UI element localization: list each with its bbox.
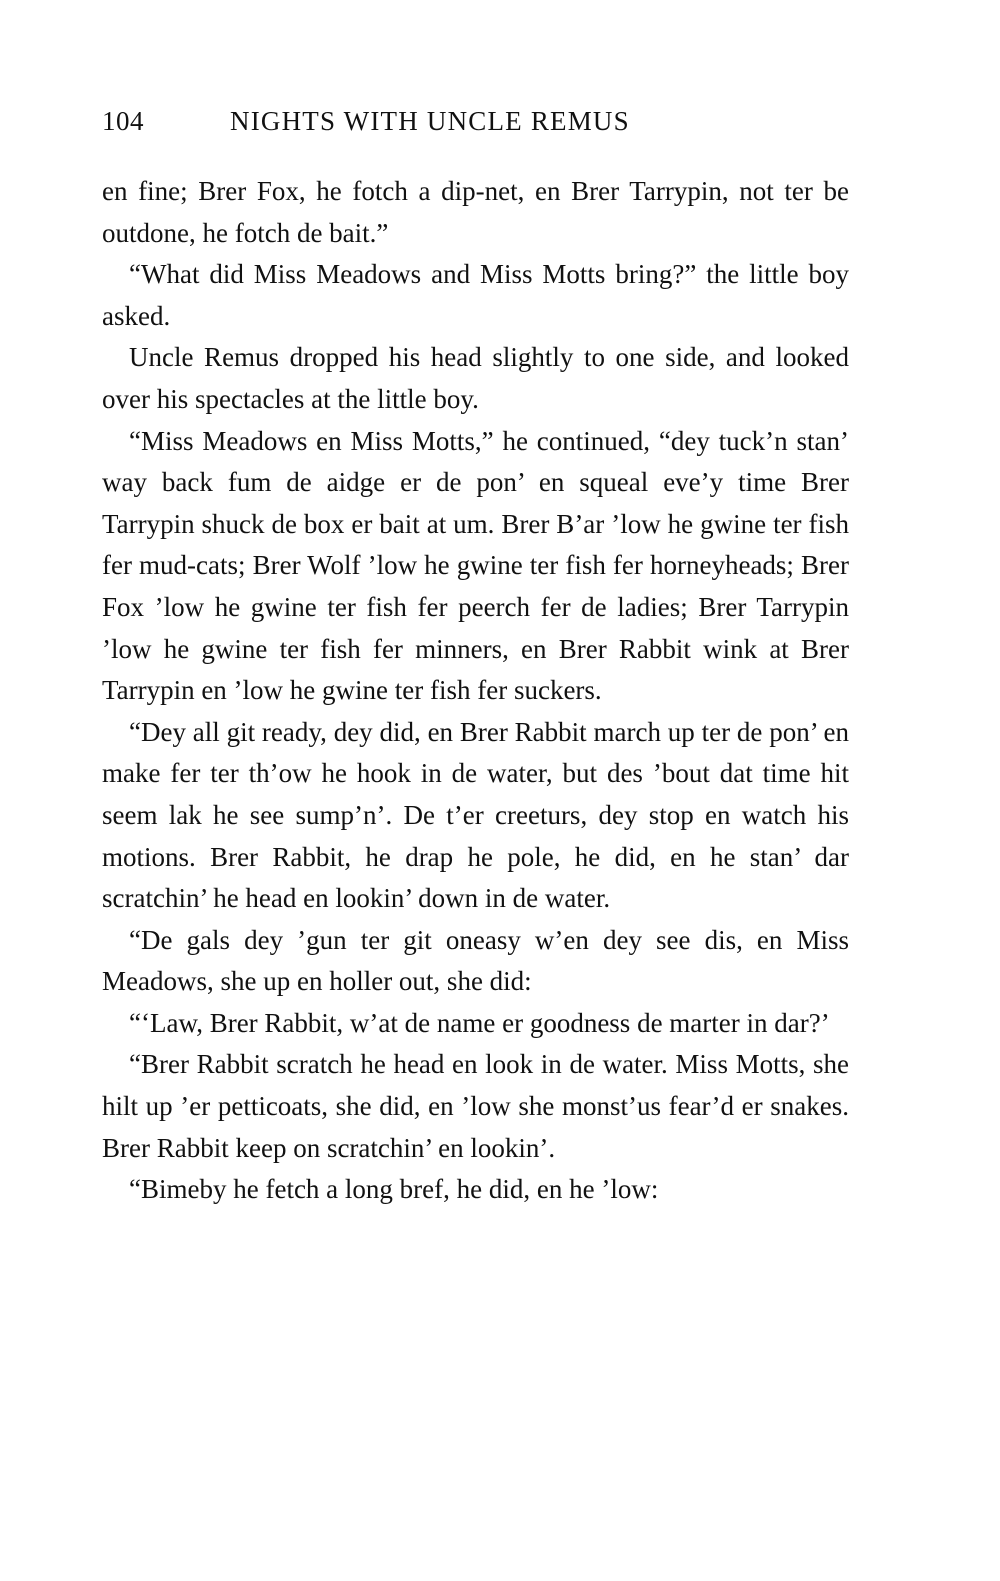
paragraph: “‘Law, Brer Rabbit, w’at de name er goodness de marter in dar?’ [129, 1007, 830, 1038]
paragraph: “Dey all git ready, dey did, en Brer Rabbit march up ter de pon’ en make fer ter th’ow he hook in de water, but des ’bout dat time hit seem lak he see sump’n’. De t’er creeturs, dey stop en watch his motions. Brer Rabbit, he drap he pole, he did, en he stan’ dar scratchin’ he head en lookin’ down in de water. [102, 716, 849, 914]
book-page [102, 0, 849, 1581]
body-text [102, 171, 849, 1211]
paragraph: “De gals dey ’gun ter git oneasy w’en dey see dis, en Miss Meadows, she up en holler out, she did: [102, 924, 849, 997]
paragraph: “Miss Meadows en Miss Motts,” he continued, “dey tuck’n stan’ way back fum de aidge er de pon’ en squeal eve’y time Brer Tarrypin shuck de box er bait at um. Brer B’ar ’low he gwine ter fish fer mud-cats; Brer Wolf ’low he gwine ter fish fer horneyheads; Brer Fox ’low he gwine ter fish fer peerch fer de ladies; Brer Tarrypin ’low he gwine ter fish fer minners, en Brer Rabbit wink at Brer Tarrypin en ’low he gwine ter fish fer suckers. [102, 425, 849, 706]
paragraph: Uncle Remus dropped his head slightly to one side, and looked over his spectacles at the little boy. [102, 342, 849, 414]
page-header [102, 106, 849, 146]
paragraph: “Brer Rabbit scratch he head en look in de water. Miss Motts, she hilt up ’er petticoats, she did, en ’low she monst’us fear’d er snakes. Brer Rabbit keep on scratchin’ en lookin’. [102, 1049, 849, 1163]
paragraph: “Bimeby he fetch a long bref, he did, en he ’low: [129, 1174, 659, 1205]
page-number: 104 [102, 106, 144, 136]
paragraph: “What did Miss Meadows and Miss Motts bring?” the little boy asked. [102, 259, 849, 331]
paragraph-continued: en fine; Brer Fox, he fotch a dip-net, en Brer Tarrypin, not ter be outdone, he fotch de bait.” [102, 176, 849, 248]
running-title: NIGHTS WITH UNCLE REMUS [230, 106, 630, 136]
